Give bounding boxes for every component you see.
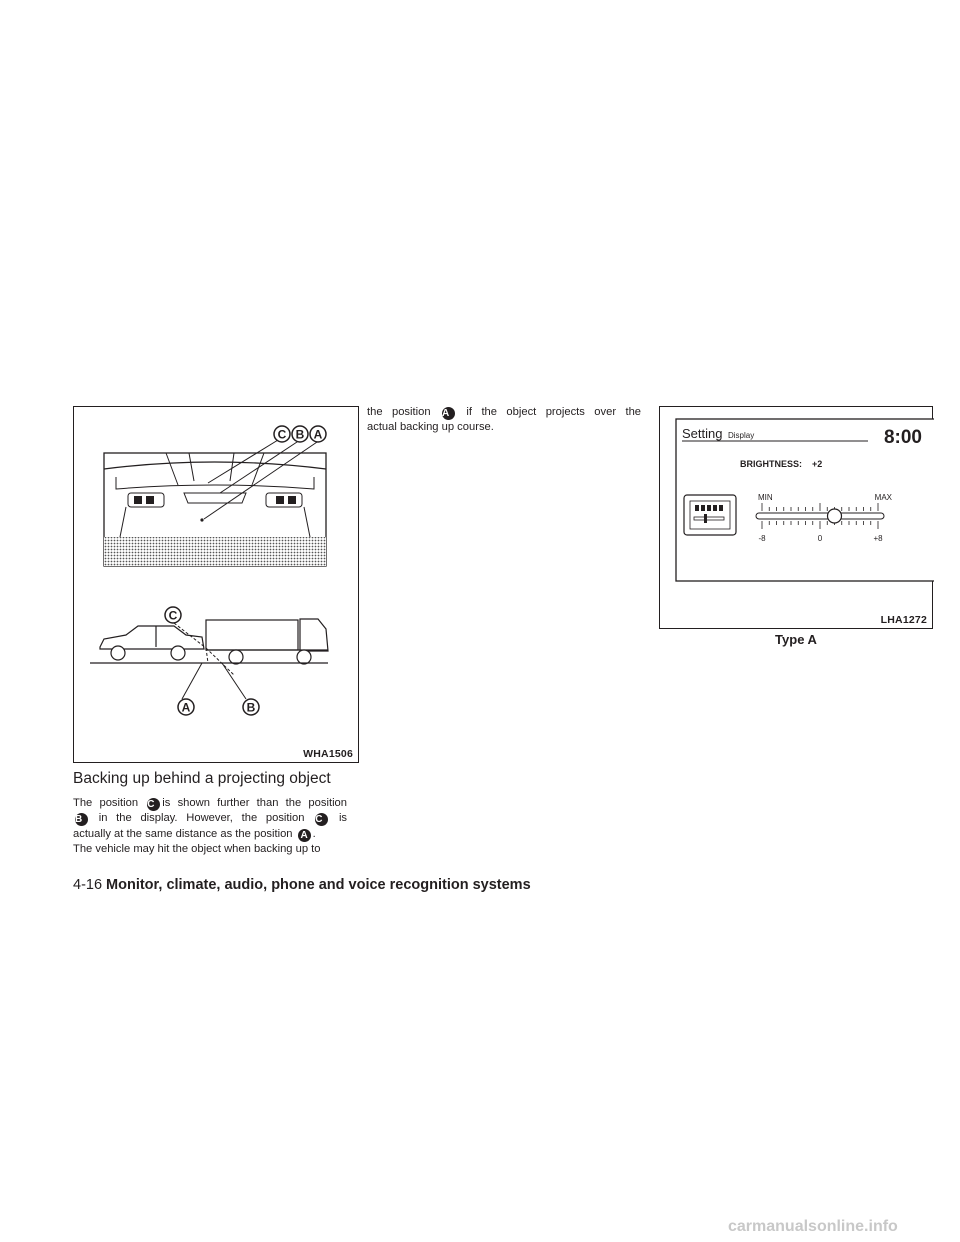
- callout-b-side: [243, 699, 259, 715]
- figure-code: WHA1506: [303, 748, 353, 760]
- scale-max-label: MAX: [874, 493, 892, 502]
- text-run: if the object projects over the: [466, 406, 642, 418]
- screen-title: Setting: [682, 426, 723, 441]
- figure-rear-camera-illustration: [74, 407, 360, 764]
- text-run: the position: [367, 406, 431, 418]
- footer-section-title: Monitor, climate, audio, phone and voice recognition systems: [106, 877, 531, 893]
- brightness-icon: [684, 495, 736, 535]
- marker-b: B: [75, 813, 88, 826]
- svg-text:B: B: [246, 700, 256, 715]
- text-run: in the display. However, the position: [98, 812, 305, 825]
- paragraph-line: [73, 796, 347, 811]
- svg-text:C: C: [277, 427, 287, 442]
- svg-text:C: C: [168, 608, 178, 623]
- paragraph-line: The vehicle may hit the object when backing up to: [73, 843, 321, 856]
- paragraph-line: [367, 405, 641, 420]
- screen-clock: 8:00: [883, 427, 922, 448]
- marker-a: A: [298, 829, 311, 842]
- watermark: carmanualsonline.info: [728, 1218, 898, 1235]
- text-run: is shown further than the position: [162, 797, 347, 809]
- paragraph-line: [73, 811, 347, 826]
- scale-right-value: +8: [873, 534, 883, 543]
- callout-c-top: [274, 426, 290, 442]
- section-heading: Backing up behind a projecting object: [73, 770, 331, 787]
- truck-side-view: [206, 619, 328, 664]
- paragraph-line: [73, 827, 347, 842]
- brightness-label: BRIGHTNESS:: [740, 459, 803, 469]
- svg-text:B: B: [295, 427, 305, 442]
- paragraph-2: [367, 405, 641, 436]
- text-run: The position: [73, 797, 139, 809]
- brightness-slider-thumb[interactable]: [828, 509, 842, 523]
- scale-left-value: -8: [758, 534, 766, 543]
- callout-b-top: [292, 426, 308, 442]
- scale-mid-value: 0: [817, 534, 823, 543]
- marker-a: A: [442, 407, 455, 420]
- page-number: 4-16: [73, 877, 103, 893]
- car-side-view: [100, 626, 204, 660]
- paragraph-1: [73, 796, 347, 858]
- callout-a-side: [178, 699, 194, 715]
- figure-caption: Type A: [775, 632, 817, 647]
- screen-subtitle: Display: [728, 431, 755, 440]
- callout-a-top: [310, 426, 326, 442]
- paragraph-line: actual backing up course.: [367, 421, 494, 434]
- page-footer: [73, 877, 531, 893]
- figure-rear-camera: [73, 406, 359, 763]
- brightness-value: +2: [812, 459, 823, 469]
- svg-text:A: A: [181, 700, 191, 715]
- text-run: .: [312, 827, 316, 840]
- svg-text:A: A: [313, 427, 323, 442]
- figure-code: LHA1272: [880, 614, 927, 626]
- text-run: is: [338, 812, 348, 825]
- brightness-slider-track[interactable]: [756, 513, 884, 519]
- scale-min-label: MIN: [758, 493, 773, 502]
- ground-area: [104, 537, 326, 566]
- figure-brightness-screen: [659, 406, 933, 629]
- screen-illustration: [660, 407, 934, 630]
- marker-c: C: [147, 798, 160, 811]
- marker-c: C: [315, 813, 328, 826]
- text-run: actually at the same distance as the position: [73, 827, 293, 840]
- callout-c-side: [165, 607, 181, 623]
